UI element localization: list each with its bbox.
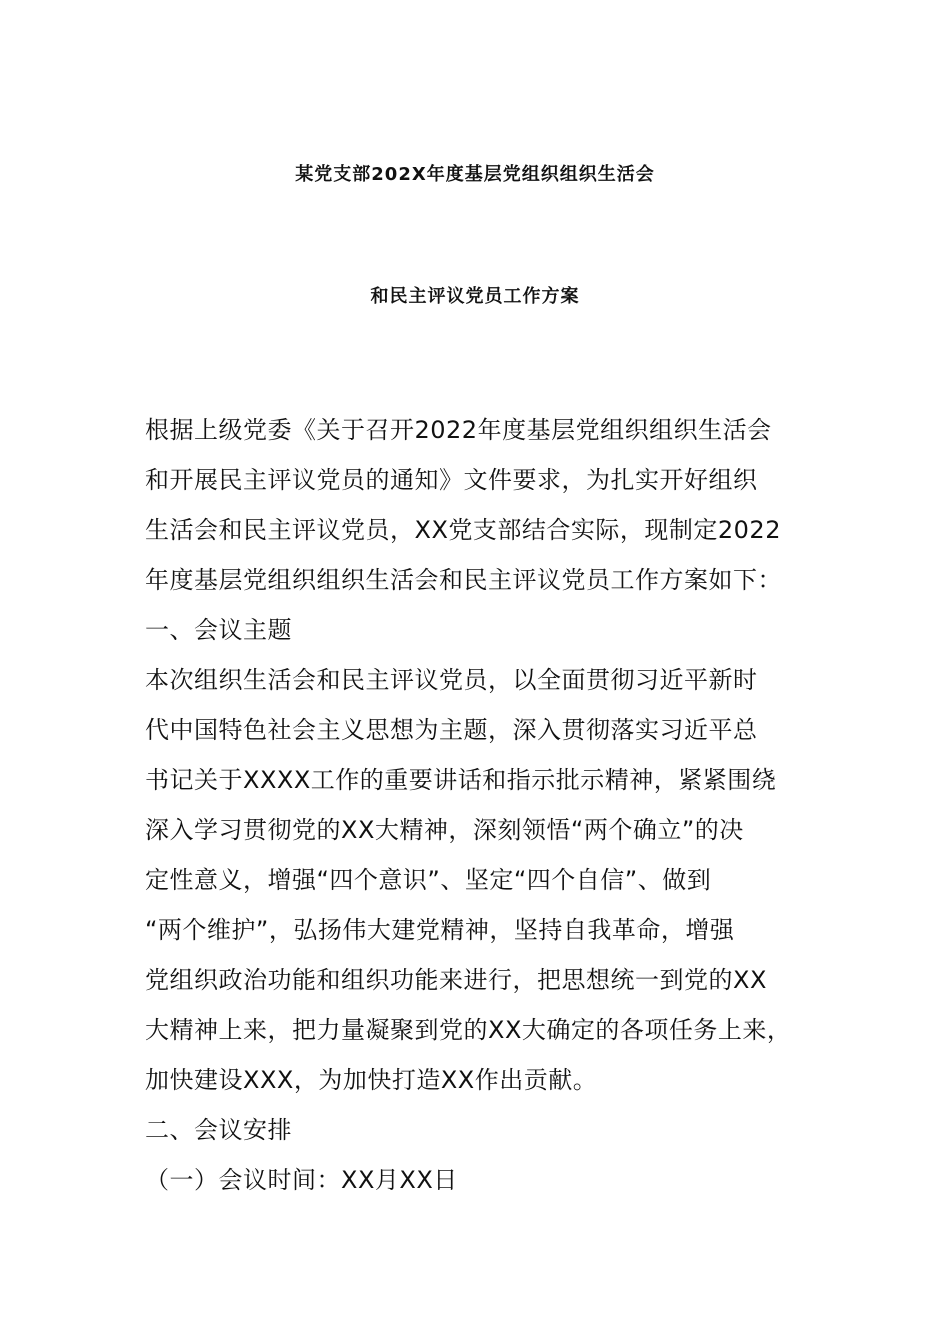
body-line-1: 根据上级党委《关于召开2022年度基层党组织组织生活会 xyxy=(145,416,772,444)
document-title-line-2: 和民主评议党员工作方案 xyxy=(370,286,580,307)
body-line-13: 加快建设XXX，为加快打造XX作出贡献。 xyxy=(145,1066,598,1094)
body-line-10: “两个维护”，弘扬伟大建党精神，坚持自我革命，增强 xyxy=(145,916,735,944)
body-line-12: 大精神上来，把力量凝聚到党的XX大确定的各项任务上来， xyxy=(145,1016,792,1044)
body-line-3: 生活会和民主评议党员，XX党支部结合实际，现制定2022 xyxy=(145,516,781,544)
body-line-4: 年度基层党组织组织生活会和民主评议党员工作方案如下： xyxy=(145,566,782,594)
body-line-2: 和开展民主评议党员的通知》文件要求，为扎实开好组织 xyxy=(145,466,758,494)
subsection-meeting-time: （一）会议时间：XX月XX日 xyxy=(145,1166,458,1194)
section-heading-1: 一、会议主题 xyxy=(145,616,292,644)
body-line-8: 深入学习贯彻党的XX大精神，深刻领悟“两个确立”的决 xyxy=(145,816,744,844)
section-heading-2: 二、会议安排 xyxy=(145,1116,292,1144)
body-line-11: 党组织政治功能和组织功能来进行，把思想统一到党的XX xyxy=(145,966,767,994)
body-line-7: 书记关于XXXX工作的重要讲话和指示批示精神，紧紧围绕 xyxy=(145,766,777,794)
body-line-5: 本次组织生活会和民主评议党员，以全面贯彻习近平新时 xyxy=(145,666,758,694)
document-title-line-1: 某党支部202X年度基层党组织组织生活会 xyxy=(295,164,655,185)
body-line-9: 定性意义，增强“四个意识”、坚定“四个自信”、做到 xyxy=(145,866,712,894)
body-line-6: 代中国特色社会主义思想为主题，深入贯彻落实习近平总 xyxy=(145,716,758,744)
